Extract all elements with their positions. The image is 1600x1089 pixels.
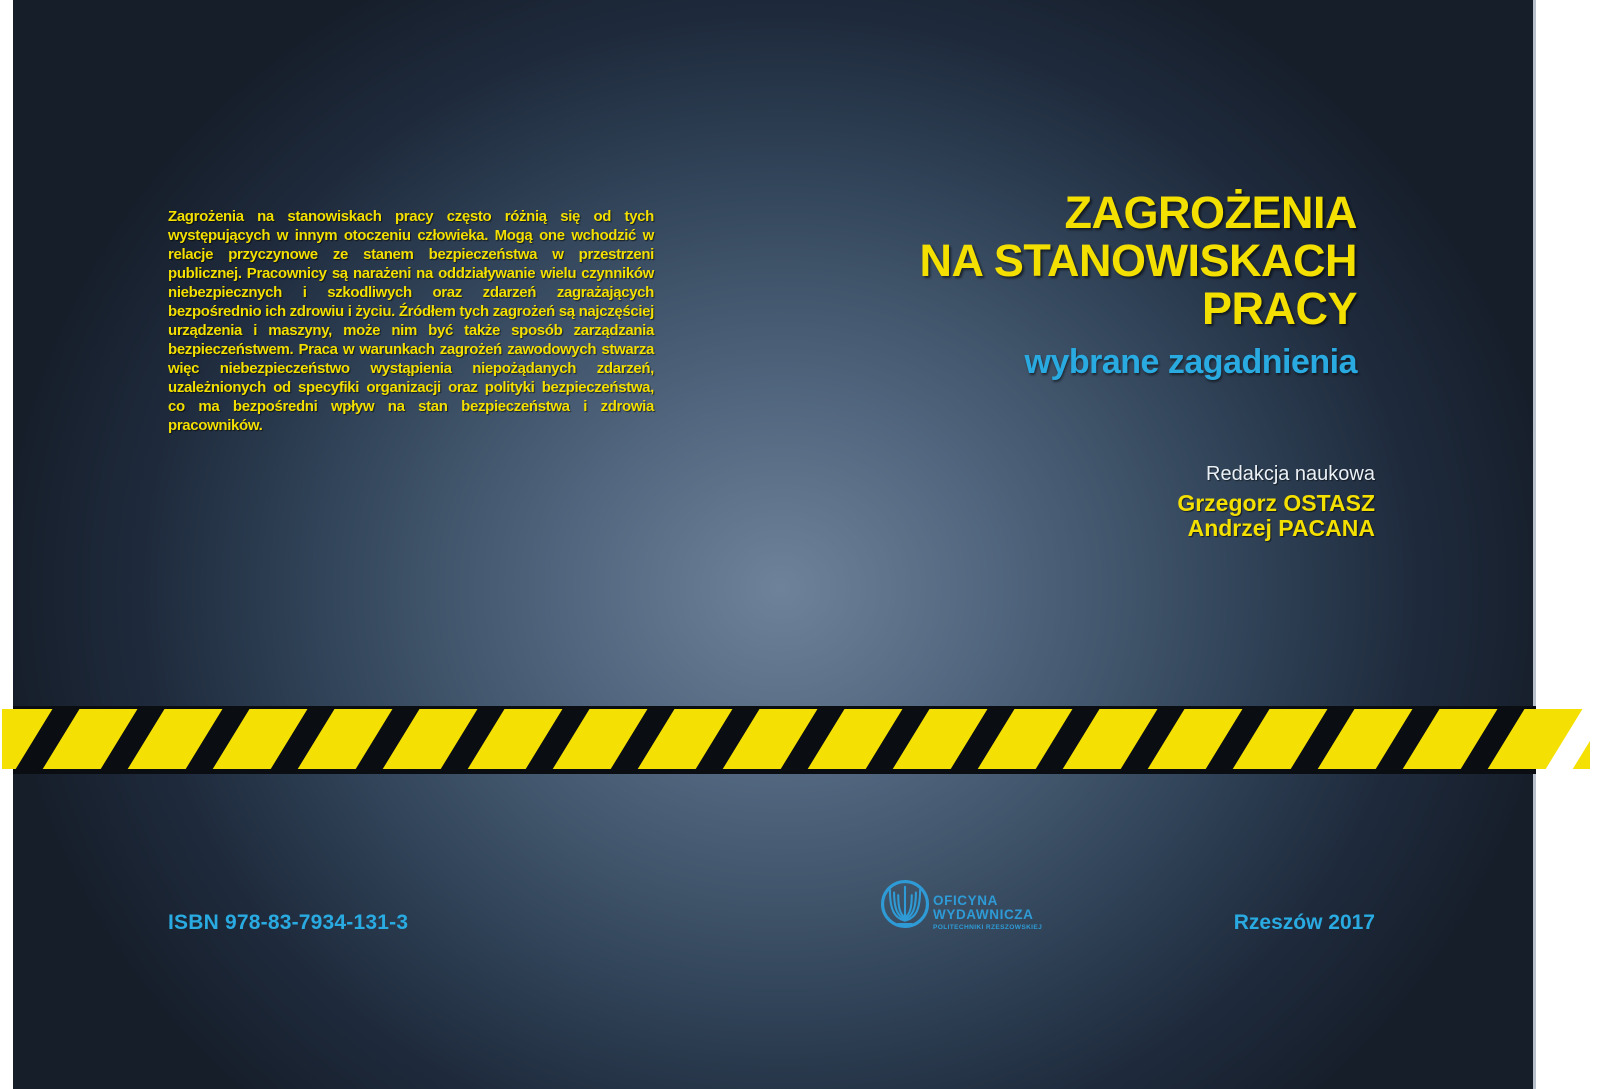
editor-name: Andrzej PACANA [1187,515,1375,541]
publisher-name [933,894,1042,932]
open-book-icon [879,878,931,930]
city-year: Rzeszów 2017 [1233,911,1375,934]
title-line-3: PRACY [1201,283,1357,334]
publisher-logo [879,878,931,930]
isbn-text: ISBN 978-83-7934-131-3 [168,911,409,934]
book-cover-spread [13,0,1536,1089]
hazard-stripe-band [0,700,1600,780]
subtitle: wybrane zagadnienia [1024,343,1357,381]
publisher-line-2: WYDAWNICZA [933,907,1034,922]
publisher-line-3: POLITECHNIKI RZESZOWSKIEJ [933,924,1043,931]
publisher-line-1: OFICYNA [933,893,998,908]
back-cover-blurb: Zagrożenia na stanowiskach pracy często różnią się od tych występujących w innym otoczeniu człowieka. Mogą one wchodzić w relacje przyczynowe ze stanem bezpieczeństwa w przestrzeni publicznej. Pracownicy są narażeni na oddziaływanie wielu czynników niebezpiecznych i szkodliwych oraz zdarzeń zagrażających bezpośrednio ich zdrowiu i życiu. Źródłem tych zagrożeń są najczęściej urządzenia i maszyny, może nim być także sposób zarządzania bezpieczeństwem. Praca w warunkach zagrożeń zawodowych stwarza więc niebezpieczeństwo wystąpienia niepożądanych zdarzeń, uzależnionych od specyfiki organizacji oraz polityki bezpieczeństwa, co ma bezpośredni wpływ na stan bezpieczeństwa i zdrowia pracowników. [168,208,654,434]
editors-block [1177,462,1375,541]
front-title [920,189,1357,382]
editors-label: Redakcja naukowa [1206,463,1375,485]
title-line-2: NA STANOWISKACH [919,235,1357,286]
title-line-1: ZAGROŻENIA [1064,187,1357,238]
editor-name: Grzegorz OSTASZ [1177,490,1375,516]
hazard-yellow-stripes [2,709,1590,769]
